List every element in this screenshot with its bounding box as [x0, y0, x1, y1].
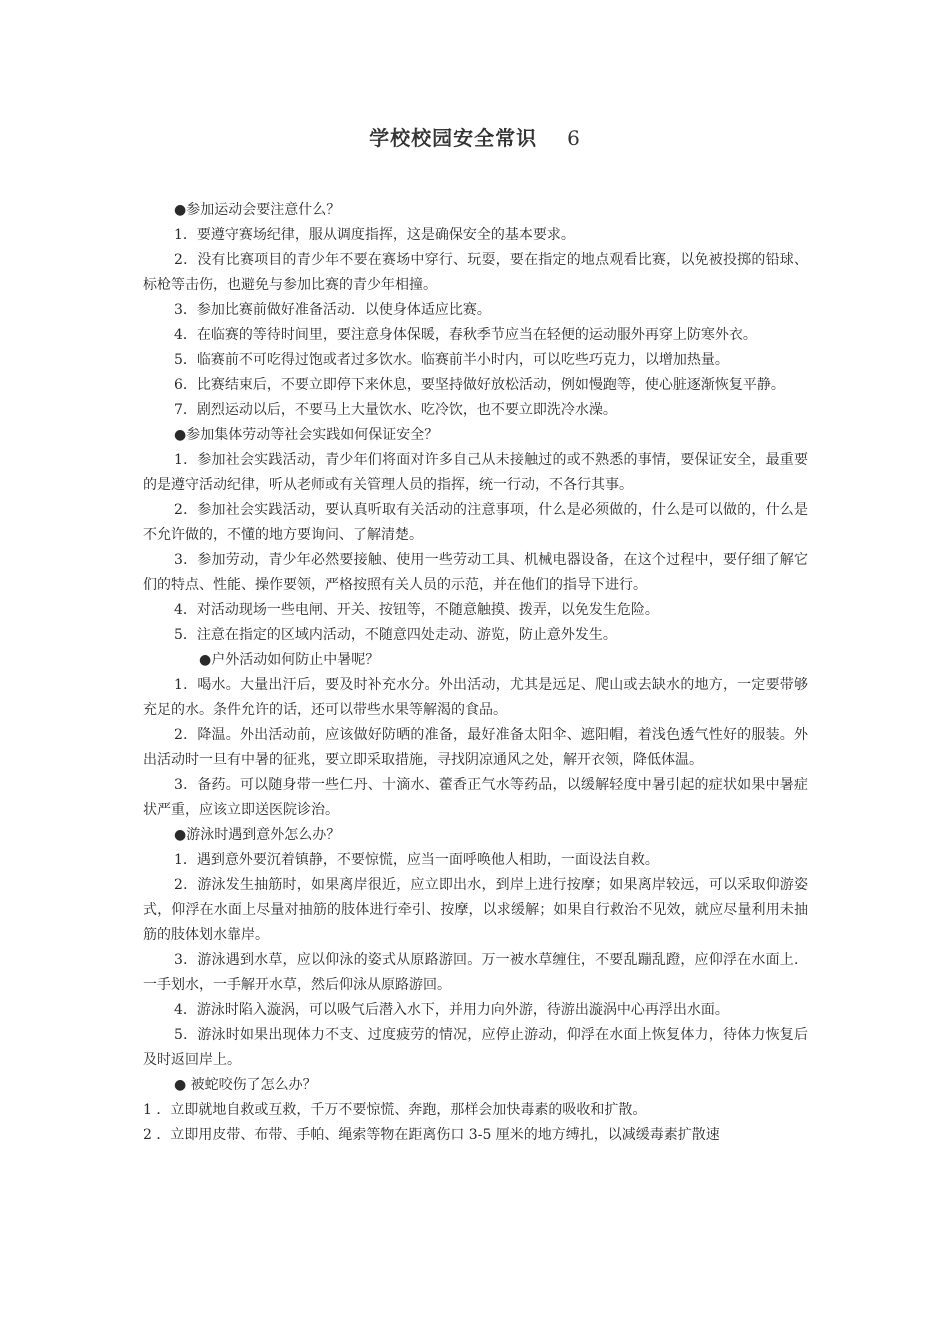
paragraph: 6．比赛结束后，不要立即停下来休息，要坚持做好放松活动，例如慢跑等，使心脏逐渐恢复平静。 [174, 377, 785, 393]
paragraph: 1．遇到意外要沉着镇静，不要惊慌，应当一面呼唤他人相助，一面设法自救。 [174, 852, 659, 868]
paragraph: 1．参加社会实践活动，青少年们将面对许多自己从未接触过的或不熟悉的事情，要保证安全，最重要的是遵守活动纪律，听从老师或有关管理人员的指挥，统一行动，不各行其事。 [143, 452, 808, 493]
paragraph: 3．备药。可以随身带一些仁丹、十滴水、藿香正气水等药品，以缓解轻度中暑引起的症状如果中暑症状严重，应该立即送医院诊治。 [143, 777, 808, 818]
paragraph: 5．临赛前不可吃得过饱或者过多饮水。临赛前半小时内，可以吃些巧克力，以增加热量。 [174, 352, 729, 368]
document-body [143, 198, 808, 1148]
paragraph: 1．喝水。大量出汗后，要及时补充水分。外出活动，尤其是远足、爬山或去缺水的地方，一定要带够充足的水。条件允许的话，还可以带些水果等解渴的食品。 [143, 677, 808, 718]
section-heading: ● 被蛇咬伤了怎么办？ [174, 1077, 317, 1093]
paragraph: 3．参加比赛前做好准备活动．以使身体适应比赛。 [174, 302, 491, 318]
paragraph: 5．游泳时如果出现体力不支、过度疲劳的情况，应停止游动，仰浮在水面上恢复体力，待体力恢复后及时返回岸上。 [143, 1027, 808, 1068]
title-number: 6 [567, 126, 581, 150]
paragraph: 4．在临赛的等待时间里，要注意身体保暖，春秋季节应当在轻便的运动服外再穿上防寒外衣。 [174, 327, 757, 343]
paragraph: 5．注意在指定的区域内活动，不随意四处走动、游览，防止意外发生。 [174, 627, 617, 643]
section-heading: ●户外活动如何防止中暑呢？ [199, 652, 380, 668]
section-heading: ●游泳时遇到意外怎么办？ [174, 827, 341, 843]
paragraph: 4．对活动现场一些电闸、开关、按钮等，不随意触摸、拨弄，以免发生危险。 [174, 602, 659, 618]
title-text: 学校校园安全常识 [369, 126, 538, 150]
paragraph: 1 ．立即就地自救或互救，千万不要惊慌、奔跑，那样会加快毒素的吸收和扩散。 [143, 1102, 647, 1118]
document-title [0, 122, 950, 151]
paragraph: 3．参加劳动，青少年必然要接触、使用一些劳动工具、机械电器设备，在这个过程中，要仔细了解它们的特点、性能、操作要领，严格按照有关人员的示范，并在他们的指导下进行。 [143, 552, 808, 593]
paragraph: 2 ．立即用皮带、布带、手帕、绳索等物在距离伤口 3-5 厘米的地方缚扎，以减缓毒素扩散速 [143, 1127, 720, 1143]
paragraph: 4．游泳时陷入漩涡，可以吸气后潜入水下，并用力向外游，待游出漩涡中心再浮出水面。 [174, 1002, 729, 1018]
paragraph: 1．要遵守赛场纪律，服从调度指挥，这是确保安全的基本要求。 [174, 227, 575, 243]
paragraph: 2．没有比赛项目的青少年不要在赛场中穿行、玩耍，要在指定的地点观看比赛，以免被投掷的铅球、标枪等击伤，也避免与参加比赛的青少年相撞。 [143, 252, 808, 293]
paragraph: 3．游泳遇到水草，应以仰泳的姿式从原路游回。万一被水草缠住，不要乱蹦乱蹬，应仰浮在水面上．一手划水，一手解开水草，然后仰泳从原路游回。 [143, 952, 808, 993]
paragraph: 2．参加社会实践活动，要认真听取有关活动的注意事项，什么是必须做的，什么是可以做的，什么是不允许做的，不懂的地方要询问、了解清楚。 [143, 502, 808, 543]
paragraph: 2．游泳发生抽筋时，如果离岸很近，应立即出水，到岸上进行按摩；如果离岸较远，可以采取仰游姿式，仰浮在水面上尽量对抽筋的肢体进行牵引、按摩，以求缓解；如果自行救治不见效，就应尽量利用未抽筋的肢体划水靠岸。 [143, 877, 808, 943]
paragraph: 2．降温。外出活动前，应该做好防晒的准备，最好准备太阳伞、遮阳帽，着浅色透气性好的服装。外出活动时一旦有中暑的征兆，要立即采取措施，寻找阴凉通风之处，解开衣领，降低体温。 [143, 727, 808, 768]
section-heading: ●参加运动会要注意什么？ [174, 202, 341, 218]
section-heading: ●参加集体劳动等社会实践如何保证安全？ [174, 427, 439, 443]
paragraph: 7．剧烈运动以后，不要马上大量饮水、吃冷饮，也不要立即洗冷水澡。 [174, 402, 617, 418]
